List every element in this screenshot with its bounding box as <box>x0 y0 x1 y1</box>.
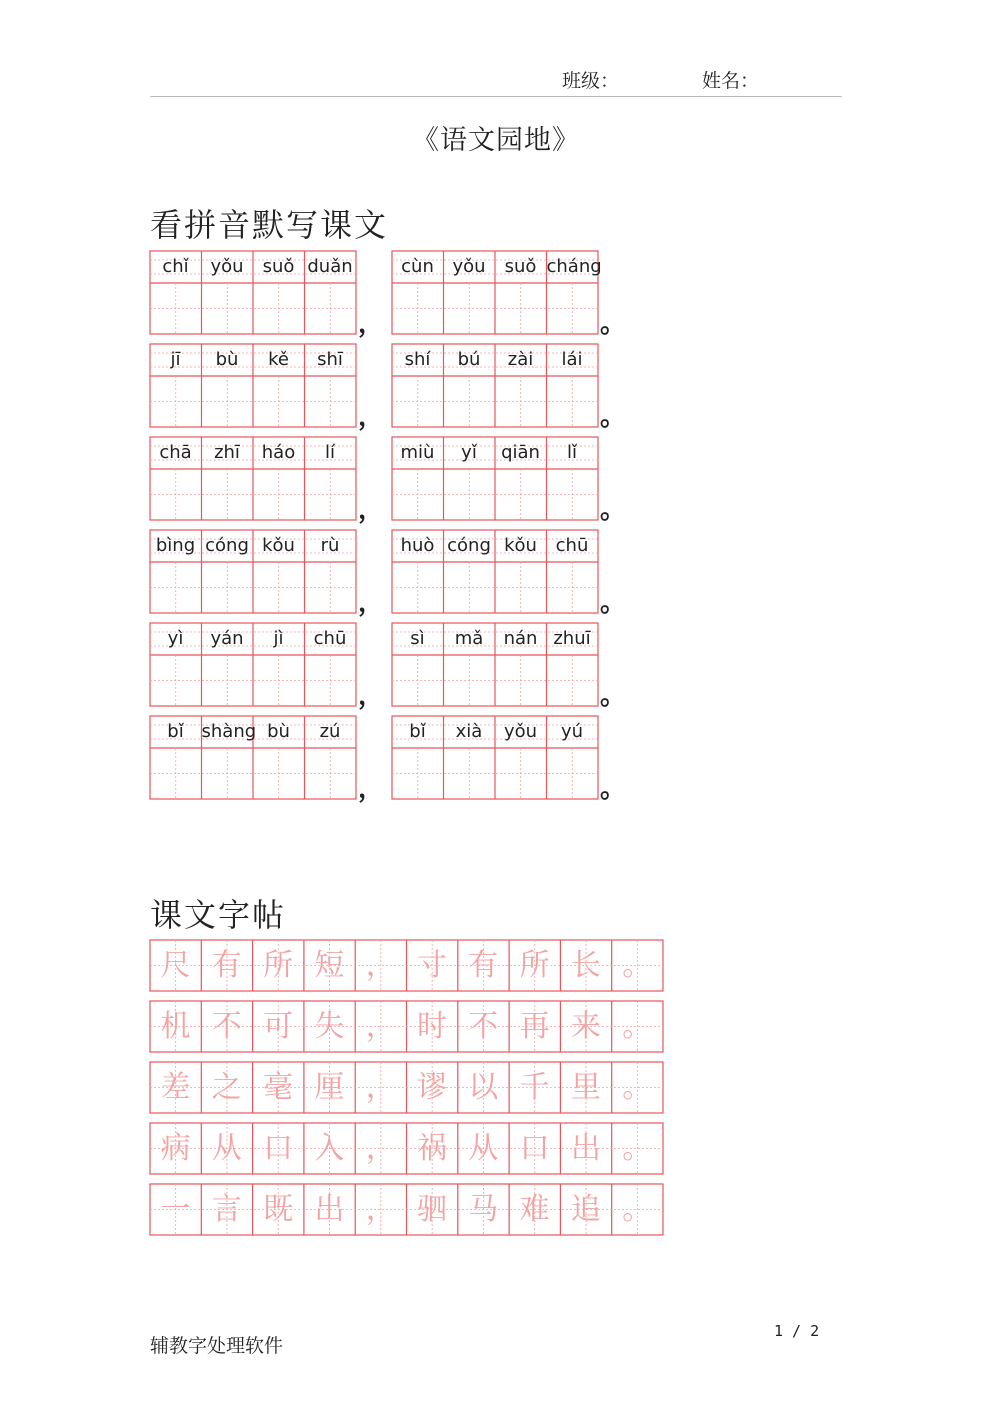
pinyin-syllable: zhī <box>214 442 240 463</box>
trace-character: 以 <box>468 1070 499 1105</box>
comma-mark: ， <box>358 681 385 711</box>
trace-character: 机 <box>160 1009 191 1044</box>
footer-software: 辅教字处理软件 <box>150 1335 284 1357</box>
trace-character: 。 <box>622 1131 653 1166</box>
trace-character: 驷 <box>417 1192 447 1227</box>
trace-character: 病 <box>160 1131 191 1166</box>
pinyin-syllable: cháng <box>546 256 602 277</box>
dictation-title: 看拼音默写课文 <box>150 206 389 244</box>
pinyin-syllable: sì <box>410 628 425 649</box>
period-mark: 。 <box>600 681 627 711</box>
pinyin-syllable: lí <box>324 442 335 463</box>
period-mark: 。 <box>600 774 627 804</box>
comma-mark: ， <box>358 588 385 618</box>
trace-character: ， <box>365 1070 396 1105</box>
pinyin-syllable: duǎn <box>307 256 353 277</box>
pinyin-syllable: kǒu <box>504 535 537 556</box>
comma-mark: ， <box>358 774 385 804</box>
page-number: 1 / 2 <box>774 1322 820 1340</box>
trace-character: 千 <box>519 1070 550 1105</box>
pinyin-syllable: cùn <box>401 256 434 277</box>
pinyin-syllable: rù <box>320 535 340 556</box>
trace-character: 来 <box>570 1009 601 1044</box>
trace-character: 所 <box>263 948 294 983</box>
pinyin-syllable: suǒ <box>262 256 295 277</box>
pinyin-syllable: zài <box>507 349 534 370</box>
pinyin-syllable: yǐ <box>461 442 477 463</box>
pinyin-syllable: cóng <box>447 535 491 556</box>
trace-character: 。 <box>622 1009 653 1044</box>
pinyin-syllable: cóng <box>205 535 249 556</box>
pinyin-syllable: kǒu <box>262 535 295 556</box>
pinyin-syllable: huò <box>400 535 435 556</box>
trace-character: 长 <box>570 948 601 983</box>
trace-character: 时 <box>417 1009 447 1044</box>
pinyin-syllable: shī <box>317 349 343 370</box>
pinyin-syllable: mǎ <box>454 628 484 649</box>
trace-character: 再 <box>519 1009 550 1044</box>
trace-character: 有 <box>211 948 242 983</box>
pinyin-syllable: yǒu <box>503 721 538 742</box>
pinyin-syllable: yán <box>210 628 244 649</box>
trace-character: 里 <box>570 1070 601 1105</box>
comma-mark: ， <box>358 309 385 339</box>
pinyin-syllable: háo <box>261 442 296 463</box>
trace-character: 所 <box>519 948 550 983</box>
trace-character: ， <box>365 1192 396 1227</box>
trace-character: 从 <box>468 1131 499 1166</box>
pinyin-syllable: jì <box>273 628 284 649</box>
pinyin-syllable: lái <box>561 349 583 370</box>
trace-character: ， <box>365 1131 396 1166</box>
trace-character: 马 <box>468 1192 499 1227</box>
pinyin-syllable: chǐ <box>162 256 189 277</box>
trace-character: 难 <box>519 1192 550 1227</box>
pinyin-syllable: yǒu <box>210 256 244 277</box>
trace-character: 不 <box>211 1009 242 1044</box>
trace-character: 有 <box>468 948 499 983</box>
trace-character: ， <box>365 948 396 983</box>
trace-character: 。 <box>622 948 653 983</box>
trace-character: 口 <box>519 1131 550 1166</box>
trace-character: 。 <box>622 1192 653 1227</box>
pinyin-syllable: chā <box>159 442 192 463</box>
pinyin-syllable: bǐ <box>167 721 184 742</box>
pinyin-syllable: chū <box>313 628 347 649</box>
trace-character: 一 <box>160 1192 191 1227</box>
trace-character: 失 <box>314 1009 345 1044</box>
trace-character: 从 <box>211 1131 242 1166</box>
pinyin-syllable: shí <box>404 349 431 370</box>
trace-character: 短 <box>314 948 345 983</box>
pinyin-syllable: suǒ <box>504 256 537 277</box>
pinyin-syllable: jī <box>170 349 181 370</box>
page-title: 《语文园地》 <box>412 125 580 156</box>
pinyin-syllable: lǐ <box>566 442 577 463</box>
pinyin-syllable: shàng <box>201 721 257 742</box>
pinyin-syllable: bìng <box>155 535 196 556</box>
class-label: 班级： <box>562 70 620 92</box>
period-mark: 。 <box>600 309 627 339</box>
pinyin-syllable: chū <box>555 535 589 556</box>
pinyin-syllable: zhuī <box>553 628 591 649</box>
trace-character: ， <box>365 1009 396 1044</box>
period-mark: 。 <box>600 588 627 618</box>
trace-character: 追 <box>570 1192 601 1227</box>
comma-mark: ， <box>358 495 385 525</box>
pinyin-syllable: yì <box>167 628 184 649</box>
trace-character: 出 <box>570 1131 601 1166</box>
pinyin-syllable: bǐ <box>409 721 426 742</box>
trace-character: 谬 <box>417 1070 447 1105</box>
period-mark: 。 <box>600 495 627 525</box>
pinyin-syllable: bù <box>267 721 290 742</box>
trace-character: 既 <box>263 1192 294 1227</box>
pinyin-syllable: qiān <box>501 442 540 463</box>
pinyin-syllable: miù <box>400 442 435 463</box>
pinyin-syllable: zú <box>319 721 341 742</box>
copybook-title: 课文字帖 <box>150 896 287 934</box>
trace-character: 不 <box>468 1009 499 1044</box>
trace-character: 祸 <box>417 1131 447 1166</box>
period-mark: 。 <box>600 402 627 432</box>
trace-character: 寸 <box>417 948 447 983</box>
trace-character: 言 <box>211 1192 242 1227</box>
trace-character: 尺 <box>160 948 191 983</box>
comma-mark: ， <box>358 402 385 432</box>
pinyin-syllable: kě <box>268 349 289 370</box>
trace-character: 口 <box>263 1131 294 1166</box>
name-label: 姓名： <box>702 70 760 92</box>
trace-character: 。 <box>622 1070 653 1105</box>
trace-character: 差 <box>160 1070 191 1105</box>
pinyin-syllable: bú <box>457 349 481 370</box>
pinyin-syllable: yú <box>560 721 584 742</box>
pinyin-syllable: nán <box>503 628 538 649</box>
trace-character: 之 <box>211 1070 242 1105</box>
trace-character: 入 <box>314 1131 345 1166</box>
pinyin-syllable: xià <box>455 721 483 742</box>
pinyin-syllable: yǒu <box>452 256 486 277</box>
trace-character: 毫 <box>263 1070 294 1105</box>
trace-character: 厘 <box>314 1070 345 1105</box>
pinyin-syllable: bù <box>215 349 239 370</box>
trace-character: 出 <box>314 1192 345 1227</box>
trace-character: 可 <box>263 1009 294 1044</box>
